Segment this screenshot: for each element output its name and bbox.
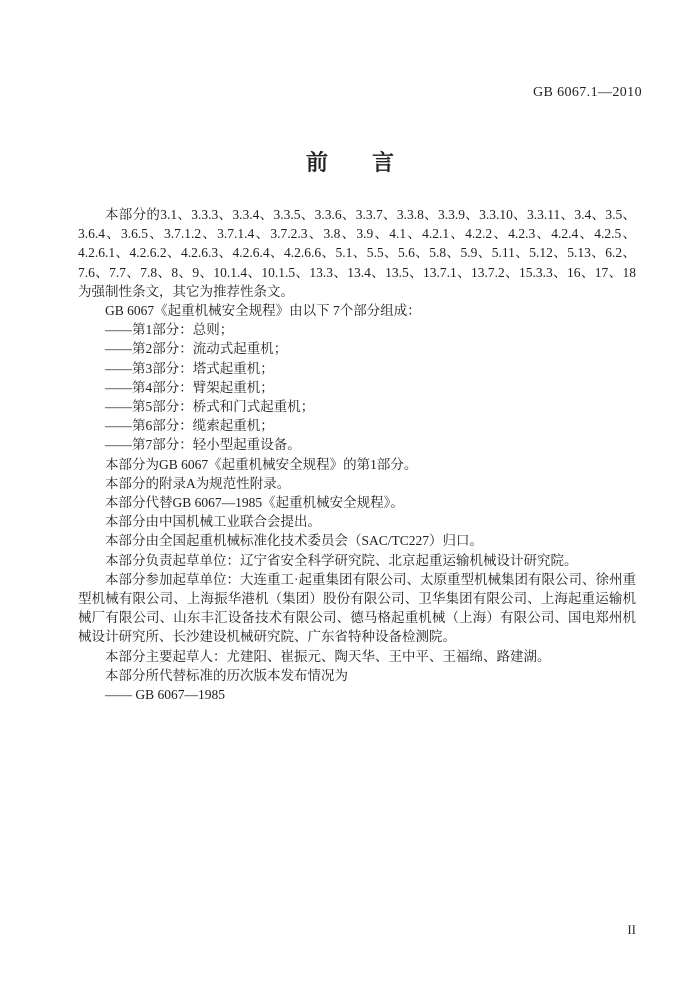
paragraph-statement-2: 本部分的附录A为规范性附录。 bbox=[105, 475, 291, 491]
page-title: 前 言 bbox=[305, 150, 394, 175]
paragraph-statement-4: 本部分由中国机械工业联合会提出。 bbox=[105, 514, 321, 530]
paragraph-statement-5: 本部分由全国起重机械标准化技术委员会（SAC/TC227）归口。 bbox=[105, 533, 484, 549]
list-item-part-6: ——第6部分：缆索起重机； bbox=[105, 418, 274, 434]
paragraph-statement-1: 本部分为GB 6067《起重机械安全规程》的第1部分。 bbox=[105, 456, 418, 472]
paragraph-statement-6: 本部分负责起草单位：辽宁省安全科学研究院、北京起重运输机械设计研究院。 bbox=[105, 552, 578, 568]
paragraph-statement-9: 本部分所代替标准的历次版本发布情况为 bbox=[105, 667, 348, 683]
paragraph-statement-7: 本部分参加起草单位：大连重工·起重集团有限公司、太原重型机械集团有限公司、徐州重型机械有限公司、上海振华港机（集团）股份有限公司、卫华集团有限公司、上海起重运输机械厂有限公司、山东丰汇设备技术有限公司、德马格起重机械（上海）有限公司、国电郑州机械设计研究所、长沙建设机械研究院、广东省特种设备检测院。 bbox=[78, 571, 636, 645]
document-body bbox=[78, 205, 636, 704]
list-item-part-2: ——第2部分：流动式起重机； bbox=[105, 341, 288, 357]
paragraph-statement-3: 本部分代替GB 6067—1985《起重机械安全规程》。 bbox=[105, 495, 404, 511]
list-item-part-3: ——第3部分：塔式起重机； bbox=[105, 360, 274, 376]
paragraph-mandatory-clauses: 本部分的3.1、3.3.3、3.3.4、3.3.5、3.3.6、3.3.7、3.3.8、3.3.9、3.3.10、3.3.11、3.4、3.5、3.6.4、3.6.5、3.7.1.2、3.7.1.4、3.7.2.3、3.8、3.9、4.1、4.2.1、4.2.2、4.2.3、4.2.4、4.2.5、4.2.6.1、4.2.6.2、4.2.6.3、4.2.6.4、4.2.6.6、5.1、5.5、5.6、5.8、5.9、5.11、5.12、5.13、6.2、7.6、7.7、7.8、8、9、10.1.4、10.1.5、13.3、13.4、13.5、13.7.1、13.7.2、15.3.3、16、17、18为强制性条文，其它为推荐性条文。 bbox=[78, 207, 636, 299]
list-item-history-version: —— GB 6067—1985 bbox=[105, 687, 226, 703]
page-number: II bbox=[627, 922, 636, 937]
paragraph-parts-intro: GB 6067《起重机械安全规程》由以下 7个部分组成： bbox=[105, 303, 421, 319]
list-item-part-5: ——第5部分：桥式和门式起重机； bbox=[105, 399, 315, 415]
paragraph-statement-8: 本部分主要起草人：尤建阳、崔振元、陶天华、王中平、王福绵、路建湖。 bbox=[105, 648, 551, 664]
standard-number: GB 6067.1—2010 bbox=[532, 85, 642, 100]
list-item-part-4: ——第4部分：臂架起重机； bbox=[105, 379, 274, 395]
list-item-part-1: ——第1部分：总则； bbox=[105, 322, 234, 338]
list-item-part-7: ——第7部分：轻小型起重设备。 bbox=[105, 437, 301, 453]
